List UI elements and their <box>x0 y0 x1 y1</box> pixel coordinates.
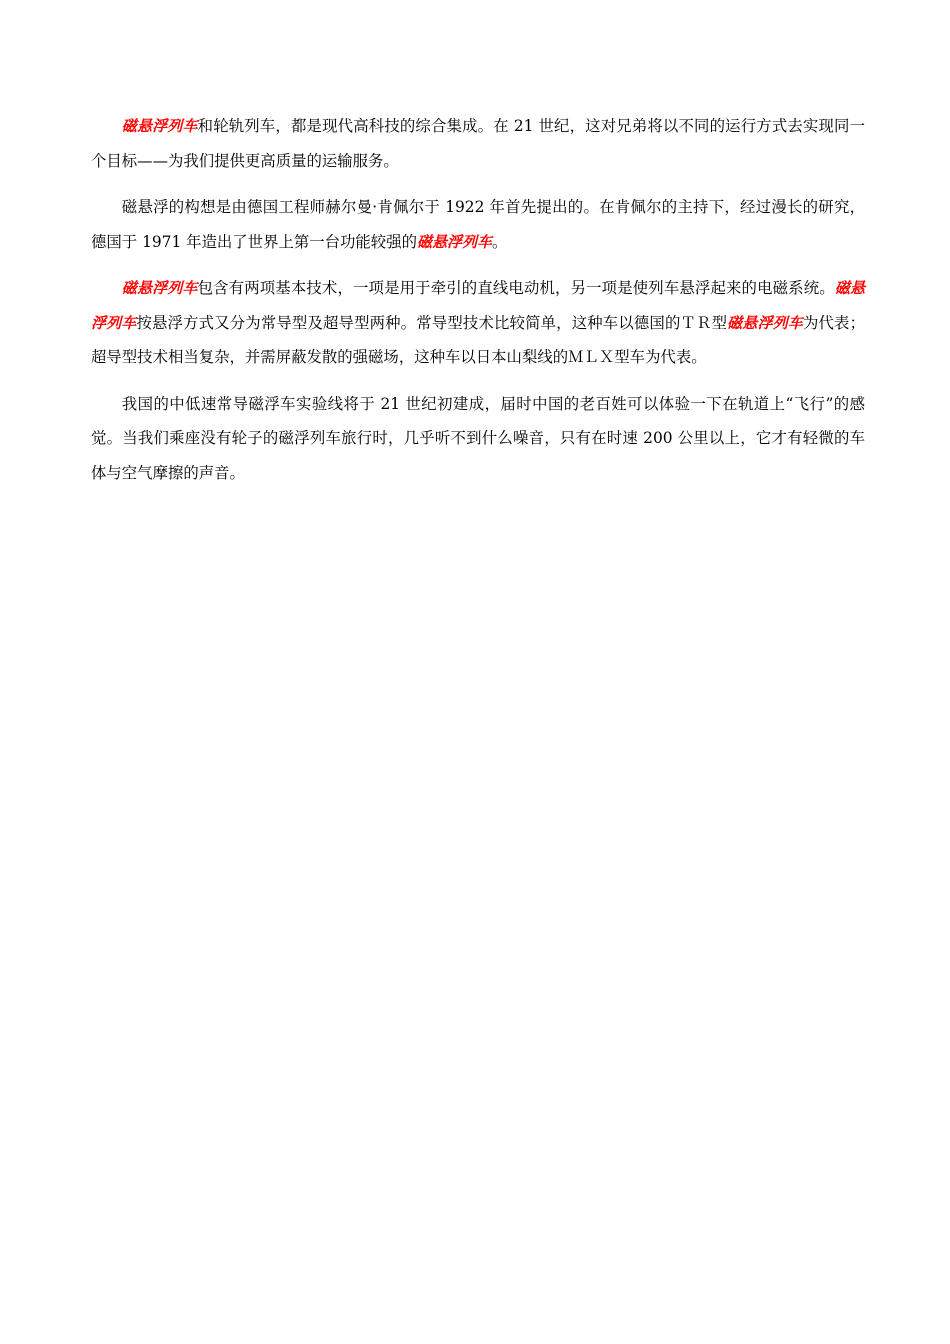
paragraph-1 <box>91 109 865 178</box>
paragraph-text: 磁悬浮的构想是由德国工程师赫尔曼·肯佩尔于 1922 年首先提出的。在肯佩尔的主持下，经过漫长的研究，德国于 1971 年造出了世界上第一台功能较强的 <box>91 198 865 251</box>
paragraph-4 <box>91 387 865 491</box>
paragraph-text: 为代表；超导型技术相当复杂，并需屏蔽发散的强磁场，这种车以日本山梨线的ＭＬＸ型车为代表。 <box>91 313 865 366</box>
paragraph-text: 和轮轨列车，都是现代高科技的综合集成。在 21 世纪，这对兄弟将以不同的运行方式去实现同一个目标——为我们提供更高质量的运输服务。 <box>91 117 865 170</box>
keyword-maglev: 磁悬浮列车 <box>121 279 198 297</box>
paragraph-text: 包含有两项基本技术，一项是用于牵引的直线电动机，另一项是使列车悬浮起来的电磁系统。 <box>197 279 835 297</box>
keyword-maglev: 磁悬浮列车 <box>91 279 865 332</box>
document-body <box>91 109 865 502</box>
paragraph-2 <box>91 190 865 259</box>
paragraph-3 <box>91 271 865 375</box>
keyword-maglev: 磁悬浮列车 <box>727 313 803 332</box>
keyword-maglev: 磁悬浮列车 <box>121 117 198 135</box>
paragraph-text: 我国的中低速常导磁浮车实验线将于 21 世纪初建成，届时中国的老百姓可以体验一下在轨道上“飞行”的感觉。当我们乘座没有轮子的磁浮列车旅行时，几乎听不到什么噪音，只有在时速 200 公里以上，它才有轻微的车体与空气摩擦的声音。 <box>91 394 865 482</box>
paragraph-text: 按悬浮方式又分为常导型及超导型两种。常导型技术比较简单，这种车以德国的ＴＲ型 <box>136 313 728 332</box>
keyword-maglev: 磁悬浮列车 <box>416 232 492 251</box>
paragraph-text: 。 <box>492 232 508 251</box>
